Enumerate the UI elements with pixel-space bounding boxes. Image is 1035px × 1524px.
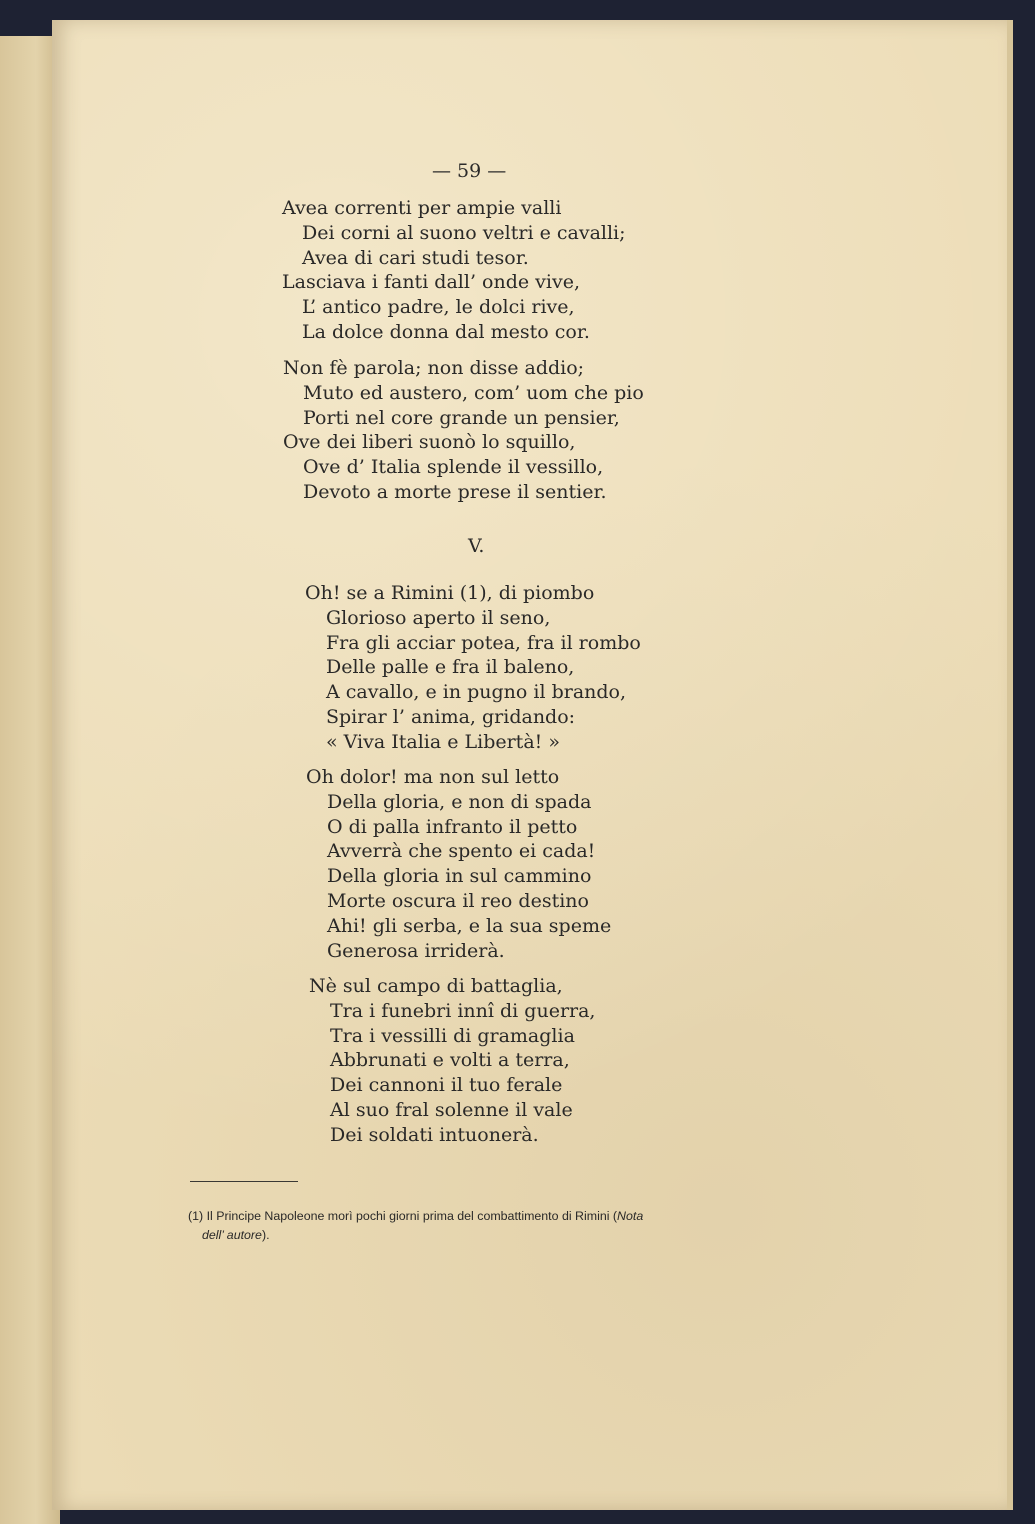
footnote	[188, 1207, 788, 1245]
verse-line: Muto ed austero, com’ uom che pio	[303, 381, 644, 404]
footnote-text: (1) Il Principe Napoleone morì pochi giorni prima del combattimento di Rimini (	[188, 1209, 618, 1223]
footnote-author-label: dell’ autore	[202, 1228, 262, 1242]
verse-line: Non fè parola; non disse addio;	[283, 357, 585, 379]
verse-line: Tra i vessilli di gramaglia	[330, 1024, 575, 1047]
verse-line: Abbrunati e volti a terra,	[330, 1049, 570, 1072]
verse-line: Devoto a morte prese il sentier.	[303, 480, 607, 503]
verse-line: Ove d’ Italia splende il vessillo,	[303, 456, 604, 479]
verse-line: Avverrà che spento ei cada!	[327, 840, 596, 863]
verse-line: Porti nel core grande un pensier,	[303, 406, 620, 429]
stanza-3	[305, 581, 641, 755]
verse-line: Avea correnti per ampie valli	[282, 197, 562, 219]
verse-line: Fra gli acciar potea, fra il rombo	[326, 631, 641, 654]
verse-line: Della gloria, e non di spada	[327, 790, 592, 813]
footnote-closing: ).	[261, 1228, 270, 1242]
verse-line: O di palla infranto il petto	[327, 815, 578, 838]
verse-line: Dei soldati intuonerà.	[330, 1123, 539, 1146]
stanza-5	[309, 974, 595, 1148]
section-title: V.	[468, 535, 485, 557]
page-number: — 59 —	[432, 160, 507, 182]
left-page-edge	[0, 36, 60, 1524]
verse-line: « Viva Italia e Libertà! »	[326, 730, 560, 753]
verse-line: Al suo fral solenne il vale	[330, 1098, 573, 1121]
verse-line: Glorioso aperto il seno,	[326, 606, 551, 629]
footnote-divider	[190, 1181, 298, 1182]
verse-line: Ahi! gli serba, e la sua speme	[327, 914, 612, 937]
verse-line: Delle palle e fra il baleno,	[326, 656, 575, 679]
stanza-4	[306, 765, 611, 963]
verse-line: Spirar l’ anima, gridando:	[326, 705, 576, 728]
verse-line: Oh dolor! ma non sul letto	[306, 766, 560, 788]
verse-line: Oh! se a Rimini (1), di piombo	[305, 582, 595, 604]
verse-line: A cavallo, e in pugno il brando,	[326, 681, 627, 704]
footnote-note-label: Nota	[617, 1209, 644, 1223]
verse-line: Avea di cari studi tesor.	[302, 246, 529, 269]
verse-line: Ove dei liberi suonò lo squillo,	[283, 431, 576, 454]
verse-line: L’ antico padre, le dolci rive,	[302, 296, 575, 319]
stanza-2	[283, 356, 644, 505]
verse-line: Generosa irriderà.	[327, 939, 505, 962]
verse-line: Dei cannoni il tuo ferale	[330, 1074, 563, 1097]
stanza-1	[282, 196, 626, 345]
verse-line: Della gloria in sul cammino	[327, 865, 592, 888]
verse-line: Dei corni al suono veltri e cavalli;	[302, 221, 626, 244]
verse-line: Nè sul campo di battaglia,	[309, 975, 563, 997]
verse-line: Lasciava i fanti dall’ onde vive,	[282, 271, 580, 294]
verse-line: Morte oscura il reo destino	[327, 889, 589, 912]
verse-line: Tra i funebri innî di guerra,	[330, 999, 596, 1022]
verse-line: La dolce donna dal mesto cor.	[302, 320, 590, 343]
